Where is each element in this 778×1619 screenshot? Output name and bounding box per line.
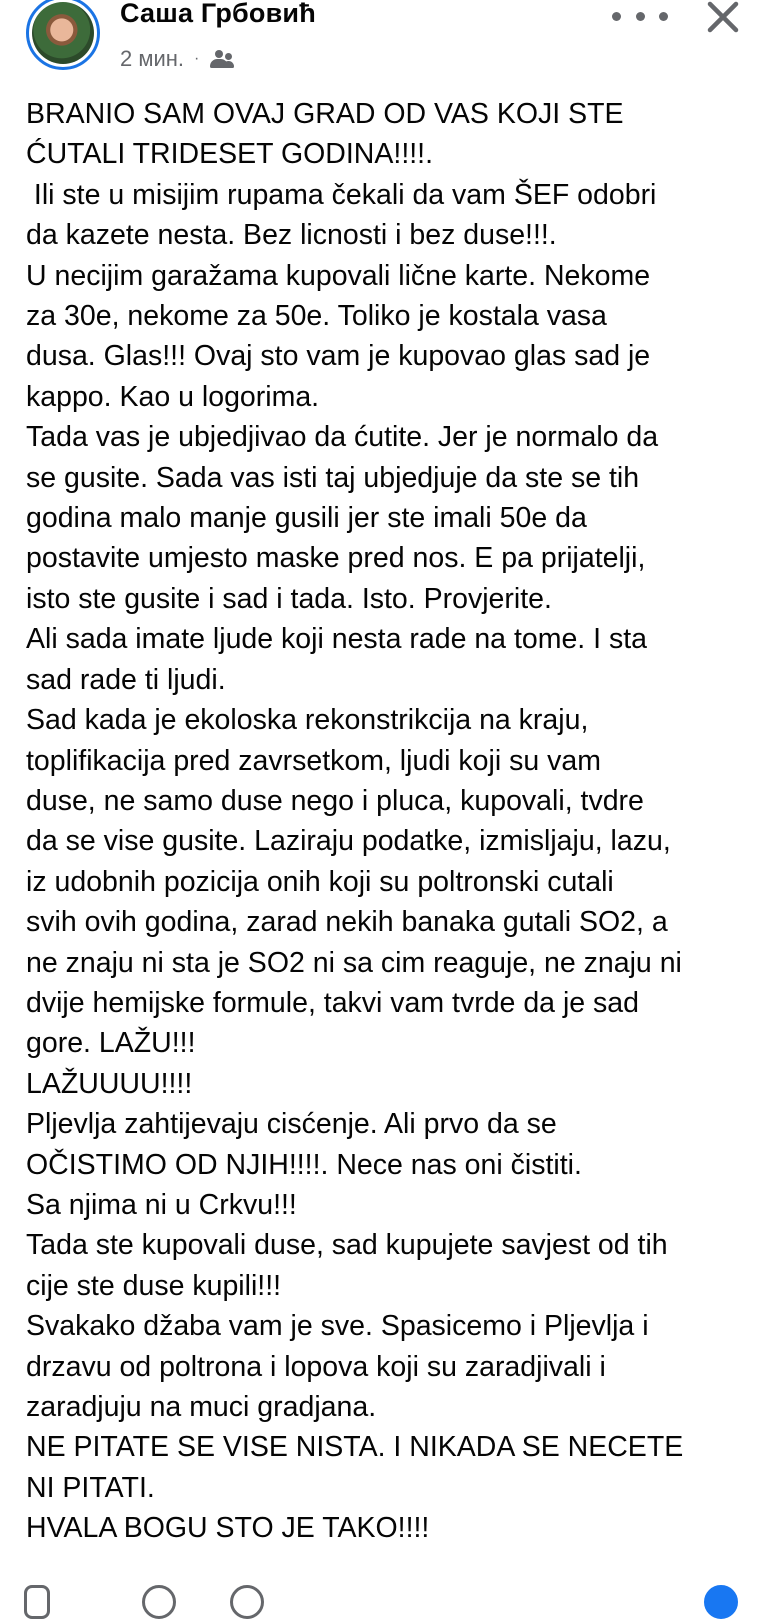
like-icon[interactable] — [24, 1585, 50, 1619]
post-body-text — [26, 94, 771, 1549]
post-text-line: gore. LAŽU!!! — [26, 1027, 196, 1060]
post-text-line: LAŽUUUU!!!! — [26, 1067, 193, 1100]
post-text-line: Tada ste kupovali duse, sad kupujete savjest od tih — [26, 1229, 668, 1262]
post-text-line: Tada vas je ubjedjivao da ćutite. Jer je normalo da — [26, 421, 659, 454]
share-icon[interactable] — [230, 1585, 264, 1619]
comment-icon[interactable] — [142, 1585, 176, 1619]
post-text-line: godina malo manje gusili jer ste imali 50e da — [26, 502, 587, 535]
post-timestamp[interactable]: 2 мин. — [120, 46, 185, 71]
post-text-line: svih ovih godina, zarad nekih banaka gutali SO2, a — [26, 906, 668, 939]
more-options-button[interactable] — [612, 4, 668, 28]
more-options-icon — [659, 12, 668, 21]
post-text-line: duse, ne samo duse nego i pluca, kupovali, tvdre — [26, 784, 644, 817]
post-text-line: ne znaju ni sta je SO2 ni sa cim reaguje, ne znaju ni — [26, 946, 682, 979]
close-button[interactable] — [704, 0, 742, 36]
meta-separator: · — [194, 50, 200, 67]
post-text-line: Pljevlja zahtijevaju cisćenje. Ali prvo da se — [26, 1108, 557, 1141]
post-text-line: toplifikacija pred zavrsetkom, ljudi koji su vam — [26, 744, 601, 777]
friends-audience-icon[interactable] — [208, 49, 234, 69]
post-text-line: HVALA BOGU STO JE TAKO!!!! — [26, 1512, 430, 1545]
post-text-line: U necijim garažama kupovali lične karte. Nekome — [26, 259, 651, 292]
post-text-line: da se vise gusite. Laziraju podatke, izmisljaju, lazu, — [26, 825, 671, 858]
author-avatar[interactable] — [26, 0, 100, 70]
post-text-line: Svakako džaba vam je sve. Spasicemo i Pljevlja i — [26, 1310, 649, 1343]
post-text-line: NI PITATI. — [26, 1471, 155, 1504]
post-text-line: drzavu od poltrona i lopova koji su zaradjivali i — [26, 1350, 606, 1383]
post-text-line: se gusite. Sada vas isti taj ubjedjuje da ste se tih — [26, 461, 640, 494]
post-text-line: dvije hemijske formule, takvi vam tvrde da je sad — [26, 986, 640, 1019]
messenger-icon[interactable] — [704, 1585, 738, 1619]
post-text-line: postavite umjesto maske pred nos. E pa prijatelji, — [26, 542, 646, 575]
post-action-bar — [0, 1580, 778, 1600]
post-text-line: iz udobnih pozicija onih koji su poltronski cutali — [26, 865, 614, 898]
more-options-icon — [612, 12, 621, 21]
post-text-line: kappo. Kao u logorima. — [26, 380, 320, 413]
post-text-line: cije ste duse kupili!!! — [26, 1269, 282, 1302]
post-text-line: isto ste gusite i sad i tada. Isto. Provjerite. — [26, 582, 552, 615]
author-name[interactable]: Саша Грбовић — [120, 0, 316, 28]
post-text-line: OČISTIMO OD NJIH!!!!. Nece nas oni čistiti. — [26, 1148, 582, 1181]
post-text-line: za 30e, nekome za 50e. Toliko je kostala vasa — [26, 300, 607, 333]
post-text-line: NE PITATE SE VISE NISTA. I NIKADA SE NECETE — [26, 1431, 684, 1464]
post-text-line: BRANIO SAM OVAJ GRAD OD VAS KOJI STE — [26, 98, 624, 130]
post-text-line: da kazete nesta. Bez licnosti i bez duse!!!. — [26, 219, 557, 252]
post-text-line: Sa njima ni u Crkvu!!! — [26, 1188, 297, 1221]
post-text-line: sad rade ti ljudi. — [26, 663, 226, 696]
close-icon — [704, 0, 742, 36]
post-header — [0, 0, 778, 88]
avatar-photo — [32, 2, 94, 64]
post-meta — [120, 44, 234, 74]
post-text-line: dusa. Glas!!! Ovaj sto vam je kupovao glas sad je — [26, 340, 651, 373]
more-options-icon — [636, 12, 645, 21]
post-text-line: zaradjuju na muci gradjana. — [26, 1391, 377, 1423]
post-text-line: ĆUTALI TRIDESET GODINA!!!!. — [26, 138, 433, 171]
post-text-line: Ali sada imate ljude koji nesta rade na tome. I sta — [26, 623, 648, 656]
post-text-line: Ili ste u misijim rupama čekali da vam ŠEF odobri — [26, 178, 657, 211]
post-text-line: Sad kada je ekoloska rekonstrikcija na kraju, — [26, 704, 589, 737]
